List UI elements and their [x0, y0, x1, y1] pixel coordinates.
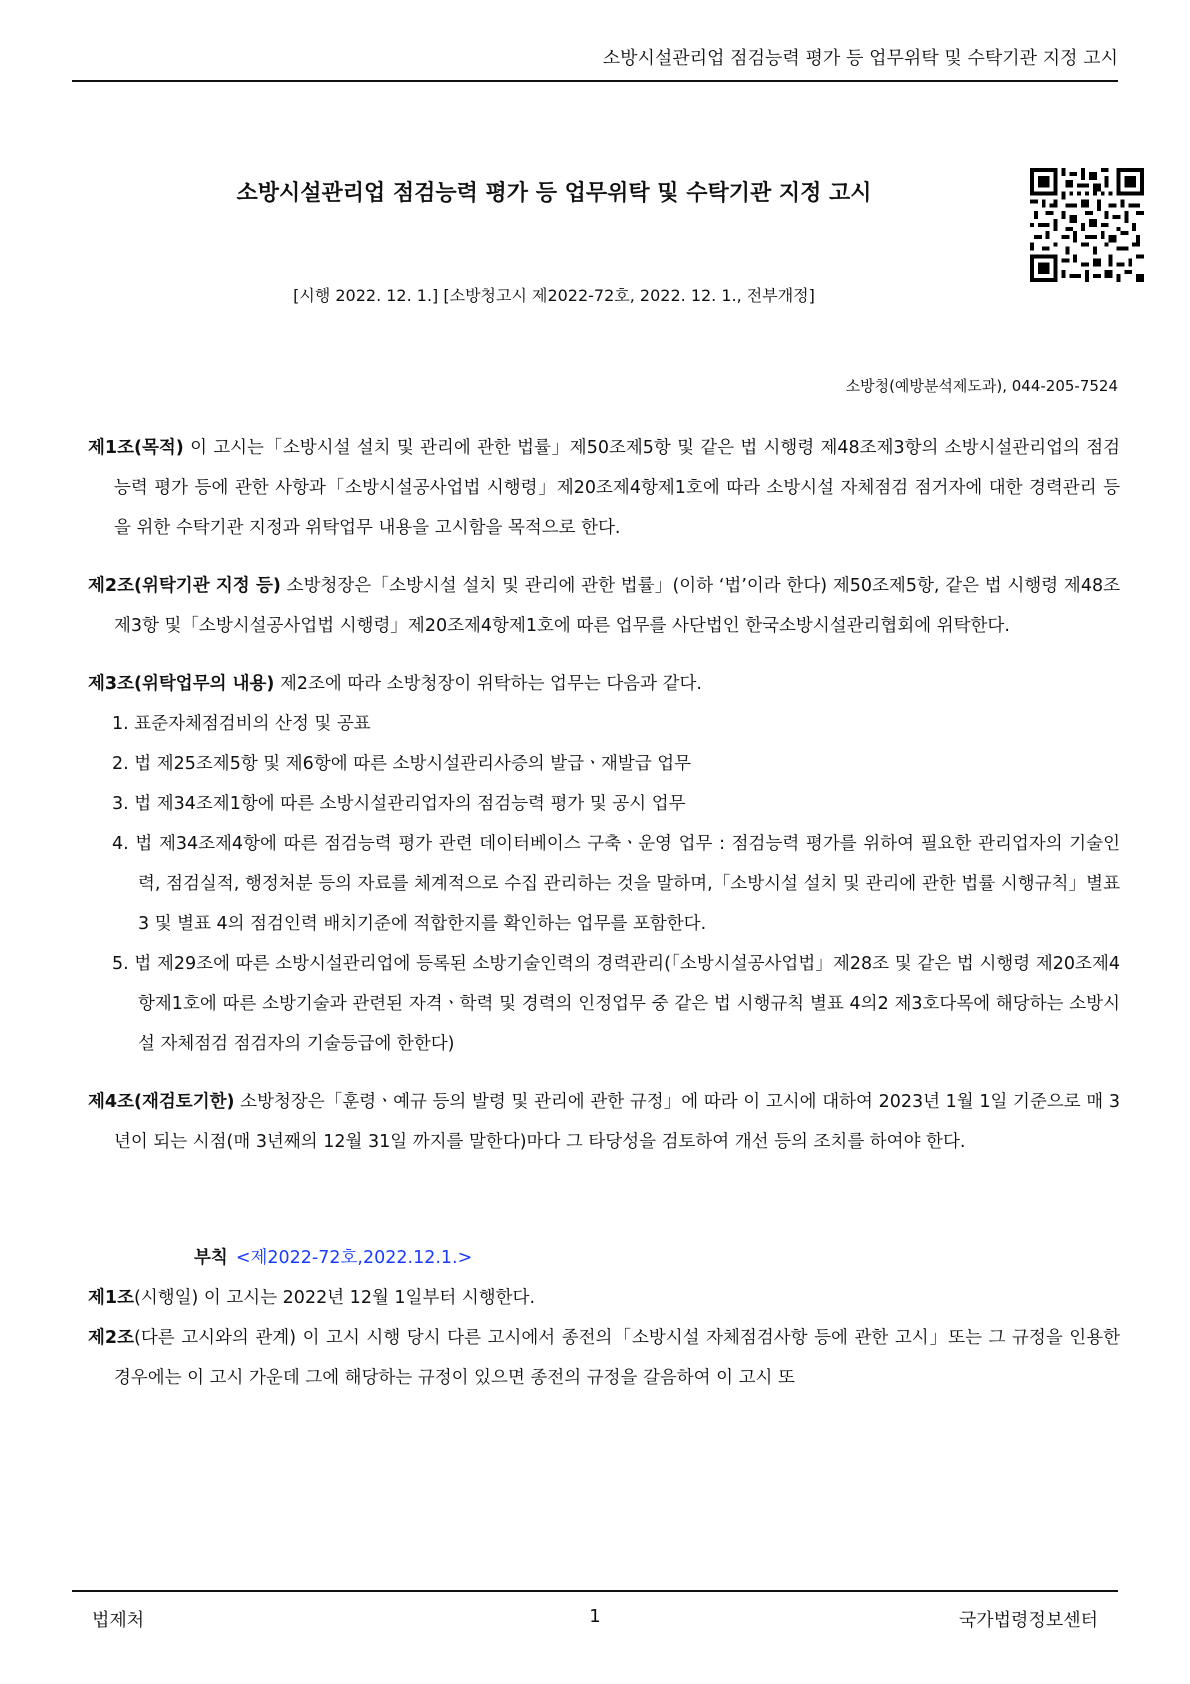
article-2: [88, 566, 1120, 646]
article-3-text: 제2조에 따라 소방청장이 위탁하는 업무는 다음과 같다.: [274, 674, 702, 694]
footer-publisher: 법제처: [92, 1610, 145, 1631]
article-3: [88, 664, 1120, 704]
list-item: 2. 법 제25조제5항 및 제6항에 따른 소방시설관리사증의 발급ㆍ재발급 업무: [112, 754, 692, 774]
addenda-article-1-text: (시행일) 이 고시는 2022년 12월 1일부터 시행한다.: [134, 1288, 536, 1308]
running-header: [72, 44, 1118, 82]
list-item: 3. 법 제34조제1항에 따른 소방시설관리업자의 점검능력 평가 및 공시 업무: [112, 794, 686, 814]
addenda-article-1-heading: 제1조: [88, 1288, 134, 1308]
article-1-text: 이 고시는「소방시설 설치 및 관리에 관한 법률」제50조제5항 및 같은 법 시행령 제48조제3항의 소방시설관리업의 점검능력 평가 등에 관한 사항과「소방시설공사업법 시행령」제20조제4항제1호에 따라 소방시설 자체점검 점거자에 대한 경력관리 등을 위한 수탁기관 지정과 위탁업무 내용을 고시함을 목적으로 한다.: [114, 438, 1120, 538]
addenda-article-1: [88, 1278, 1120, 1318]
enforcement-info: [시행 2022. 12. 1.] [소방청고시 제2022-72호, 2022. 12. 1., 전부개정]: [293, 286, 815, 305]
page-footer: [72, 1590, 1118, 1638]
department-contact: 소방청(예방분석제도과), 044-205-7524: [845, 377, 1118, 395]
addenda-label: 부칙: [194, 1248, 228, 1268]
list-item: 5. 법 제29조에 따른 소방시설관리업에 등록된 소방기술인력의 경력관리(「소방시설공사업법」제28조 및 같은 법 시행령 제20조제4항제1호에 따른 소방기술과 관련된 자격ㆍ학력 및 경력의 인정업무 중 같은 법 시행규칙 별표 4의2 제3호다목에 해당하는 소방시설 자체점검 점검자의 기술등급에 한한다): [112, 954, 1120, 1054]
page-number: 1: [589, 1606, 601, 1627]
article-1: [88, 428, 1120, 548]
article-1-heading[interactable]: 제1조(목적): [88, 438, 184, 458]
document-body: [88, 428, 1120, 1398]
addenda-number-link[interactable]: <제2022-72호,2022.12.1.>: [235, 1248, 473, 1268]
document-title: 소방시설관리업 점검능력 평가 등 업무위탁 및 수탁기관 지정 고시: [236, 181, 872, 206]
addenda-article-2-text: (다른 고시와의 관계) 이 고시 시행 당시 다른 고시에서 종전의「소방시설 자체점검사항 등에 관한 고시」또는 그 규정을 인용한 경우에는 이 고시 가운데 그에 해당하는 규정이 있으면 종전의 규정을 갈음하여 이 고시 또: [114, 1328, 1120, 1388]
footer-source: 국가법령정보센터: [958, 1610, 1098, 1631]
addenda-article-2-heading: 제2조: [88, 1328, 134, 1348]
article-3-heading[interactable]: 제3조(위탁업무의 내용): [88, 674, 275, 694]
article-4-heading[interactable]: 제4조(재검토기한): [88, 1092, 235, 1112]
article-2-heading[interactable]: 제2조(위탁기관 지정 등): [88, 576, 281, 596]
article-2-text: 소방청장은「소방시설 설치 및 관리에 관한 법률」(이하 ‘법’이라 한다) 제50조제5항, 같은 법 시행령 제48조제3항 및「소방시설공사업법 시행령」제20조제4항제1호에 따른 업무를 사단법인 한국소방시설관리협회에 위탁한다.: [114, 576, 1120, 636]
list-item: 4. 법 제34조제4항에 따른 점검능력 평가 관련 데이터베이스 구축ㆍ운영 업무 : 점검능력 평가를 위하여 필요한 관리업자의 기술인력, 점검실적, 행정처분 등의 자료를 체계적으로 수집 관리하는 것을 말하며,「소방시설 설치 및 관리에 관한 법률 시행규칙」별표 3 및 별표 4의 점검인력 배치기준에 적합한지를 확인하는 업무를 포함한다.: [112, 834, 1120, 934]
article-4-text: 소방청장은「훈령ㆍ예규 등의 발령 및 관리에 관한 규정」에 따라 이 고시에 대하여 2023년 1월 1일 기준으로 매 3년이 되는 시점(매 3년째의 12월 31일 까지를 말한다)마다 그 타당성을 검토하여 개선 등의 조치를 하여야 한다.: [114, 1092, 1120, 1152]
article-4: [88, 1082, 1120, 1162]
qr-code-icon[interactable]: [1030, 168, 1144, 282]
running-header-title: 소방시설관리업 점검능력 평가 등 업무위탁 및 수탁기관 지정 고시: [602, 48, 1118, 69]
list-item: 1. 표준자체점검비의 산정 및 공표: [112, 714, 371, 734]
addenda-header: [194, 1238, 1120, 1278]
addenda-article-2: [88, 1318, 1120, 1398]
article-3-items: [88, 704, 1120, 1064]
